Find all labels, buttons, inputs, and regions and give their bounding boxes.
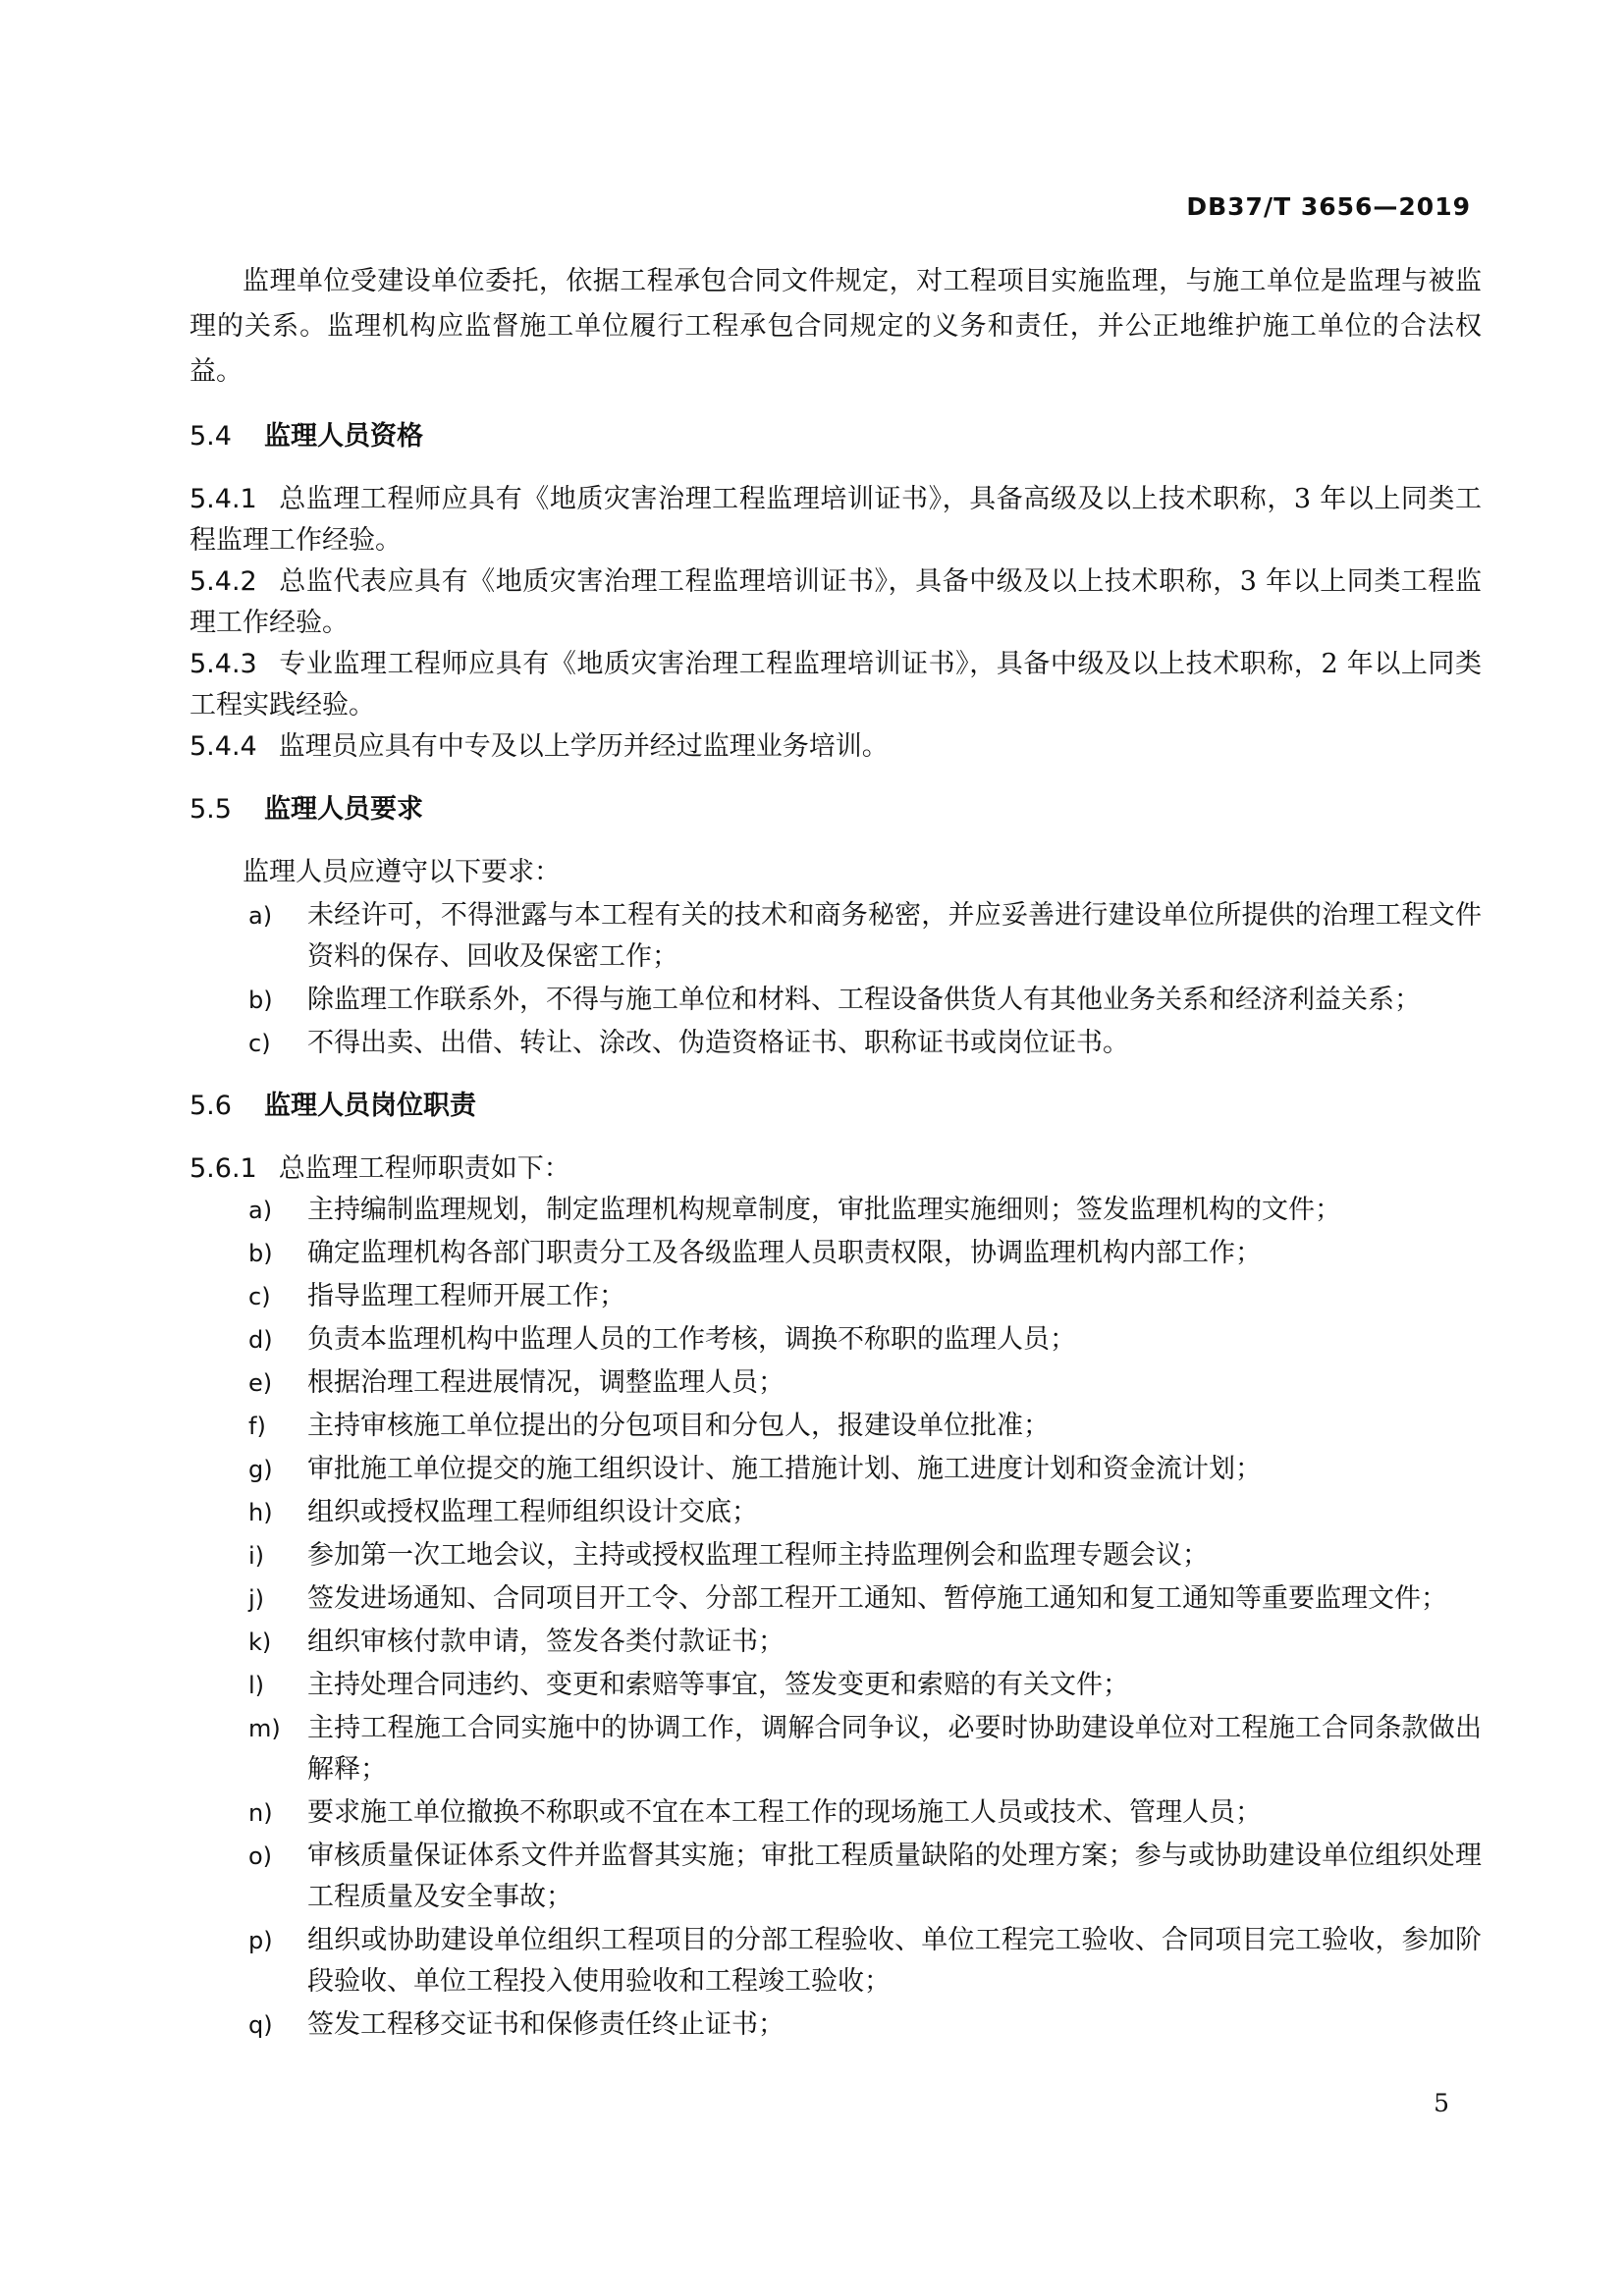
item-text: 要求施工单位撤换不称职或不宜在本工程工作的现场施工人员或技术、管理人员； (307, 1797, 1262, 1828)
list-item (189, 1362, 1482, 1404)
section-number: 5.4 (189, 421, 232, 452)
section-title: 监理人员岗位职责 (264, 1091, 476, 1121)
list-item (189, 895, 1482, 978)
list-item (189, 2004, 1482, 2046)
list-item (189, 1836, 1482, 1918)
clause-text: 总监代表应具有《地质灾害治理工程监理培训证书》，具备中级及以上技术职称，3 年以上同类工程监理工作经验。 (189, 566, 1482, 638)
list-item (189, 1622, 1482, 1663)
document-body (189, 259, 1482, 2048)
clause-text: 专业监理工程师应具有《地质灾害治理工程监理培训证书》，具备中级及以上技术职称，2 年以上同类工程实践经验。 (189, 649, 1482, 721)
item-marker: k) (248, 1629, 272, 1656)
clause-number: 5.6.1 (189, 1153, 257, 1184)
section-number: 5.5 (189, 794, 232, 825)
item-text: 审核质量保证体系文件并监督其实施；审批工程质量缺陷的处理方案；参与或协助建设单位组织处理工程质量及安全事故； (307, 1841, 1482, 1912)
item-marker: c) (248, 1030, 271, 1057)
section-5-5-heading (189, 787, 1482, 832)
intro-paragraph: 监理单位受建设单位委托，依据工程承包合同文件规定，对工程项目实施监理，与施工单位是监理与被监理的关系。监理机构应监督施工单位履行工程承包合同规定的义务和责任，并公正地维护施工单位的合法权益。 (189, 266, 1482, 387)
item-text: 确定监理机构各部门职责分工及各级监理人员职责权限，协调监理机构内部工作； (307, 1238, 1262, 1268)
item-text: 主持审核施工单位提出的分包项目和分包人，报建设单位批准； (307, 1411, 1050, 1441)
clause-number: 5.4.4 (189, 731, 257, 762)
item-marker: a) (248, 1197, 273, 1224)
item-text: 签发工程移交证书和保修责任终止证书； (307, 2009, 785, 2040)
item-text: 主持工程施工合同实施中的协调工作，调解合同争议，必要时协助建设单位对工程施工合同条款做出解释； (307, 1713, 1482, 1785)
section-title: 监理人员要求 (264, 794, 423, 825)
item-text: 组织或协助建设单位组织工程项目的分部工程验收、单位工程完工验收、合同项目完工验收，参加阶段验收、单位工程投入使用验收和工程竣工验收； (307, 1925, 1482, 1997)
item-marker: g) (248, 1456, 273, 1483)
item-text: 根据治理工程进展情况，调整监理人员； (307, 1367, 785, 1398)
list-item (189, 1449, 1482, 1490)
clause-5-4-1 (189, 479, 1482, 561)
section-title: 监理人员资格 (264, 421, 423, 452)
item-marker: m) (248, 1715, 281, 1742)
item-marker: d) (248, 1326, 273, 1354)
list-item (189, 980, 1482, 1021)
section-5-5-intro: 监理人员应遵守以下要求： (243, 857, 561, 887)
list-item (189, 1319, 1482, 1361)
section-number: 5.6 (189, 1091, 232, 1121)
list-item (189, 1665, 1482, 1706)
duties-list (189, 1190, 1482, 2046)
item-marker: c) (248, 1283, 271, 1310)
item-marker: n) (248, 1799, 273, 1827)
item-marker: h) (248, 1499, 273, 1526)
item-text: 主持处理合同违约、变更和索赔等事宜，签发变更和索赔的有关文件； (307, 1670, 1129, 1700)
list-item (189, 1578, 1482, 1620)
clause-number: 5.4.3 (189, 649, 257, 679)
clause-5-4-3 (189, 644, 1482, 726)
item-marker: a) (248, 902, 273, 930)
clause-text: 总监理工程师应具有《地质灾害治理工程监理培训证书》，具备高级及以上技术职称，3 年以上同类工程监理工作经验。 (189, 484, 1482, 556)
item-marker: o) (248, 1842, 273, 1870)
item-text: 除监理工作联系外，不得与施工单位和材料、工程设备供货人有其他业务关系和经济利益关系； (307, 985, 1421, 1015)
item-text: 指导监理工程师开展工作； (307, 1281, 625, 1311)
item-marker: b) (248, 987, 273, 1014)
item-text: 审批施工单位提交的施工组织设计、施工措施计划、施工进度计划和资金流计划； (307, 1454, 1262, 1484)
item-text: 未经许可，不得泄露与本工程有关的技术和商务秘密，并应妥善进行建设单位所提供的治理工程文件资料的保存、回收及保密工作； (307, 900, 1482, 972)
standard-code: DB37/T 3656—2019 (1186, 192, 1471, 221)
list-item (189, 1708, 1482, 1790)
item-text: 组织或授权监理工程师组织设计交底； (307, 1497, 758, 1527)
list-item (189, 1406, 1482, 1447)
item-text: 参加第一次工地会议，主持或授权监理工程师主持监理例会和监理专题会议； (307, 1540, 1209, 1571)
item-marker: i) (248, 1542, 265, 1570)
list-item (189, 1920, 1482, 2002)
clause-text: 总监理工程师职责如下： (278, 1153, 570, 1184)
section-5-6-heading (189, 1084, 1482, 1129)
page-number: 5 (1434, 2089, 1449, 2117)
section-5-4-heading (189, 414, 1482, 459)
item-text: 签发进场通知、合同项目开工令、分部工程开工通知、暂停施工通知和复工通知等重要监理文件； (307, 1583, 1447, 1614)
clause-5-4-4 (189, 726, 1482, 768)
list-item (189, 1190, 1482, 1231)
item-marker: p) (248, 1927, 273, 1954)
list-item (189, 1023, 1482, 1064)
item-marker: j) (248, 1585, 265, 1613)
list-item (189, 1535, 1482, 1576)
list-item (189, 1792, 1482, 1834)
item-marker: f) (248, 1413, 266, 1440)
clause-5-4-2 (189, 561, 1482, 644)
item-text: 组织审核付款申请，签发各类付款证书； (307, 1627, 785, 1657)
list-item (189, 1276, 1482, 1317)
list-item (189, 1492, 1482, 1533)
item-marker: q) (248, 2011, 273, 2039)
item-marker: b) (248, 1240, 273, 1267)
clause-number: 5.4.1 (189, 484, 257, 514)
item-marker: e) (248, 1369, 273, 1397)
clause-5-6-1 (189, 1148, 1482, 1190)
clause-text: 监理员应具有中专及以上学历并经过监理业务培训。 (278, 731, 889, 762)
clause-number: 5.4.2 (189, 566, 257, 597)
item-text: 负责本监理机构中监理人员的工作考核，调换不称职的监理人员； (307, 1324, 1076, 1355)
item-text: 不得出卖、出借、转让、涂改、伪造资格证书、职称证书或岗位证书。 (307, 1028, 1129, 1058)
item-marker: l) (248, 1672, 265, 1699)
requirements-list (189, 895, 1482, 1064)
list-item (189, 1233, 1482, 1274)
item-text: 主持编制监理规划，制定监理机构规章制度，审批监理实施细则；签发监理机构的文件； (307, 1195, 1341, 1225)
